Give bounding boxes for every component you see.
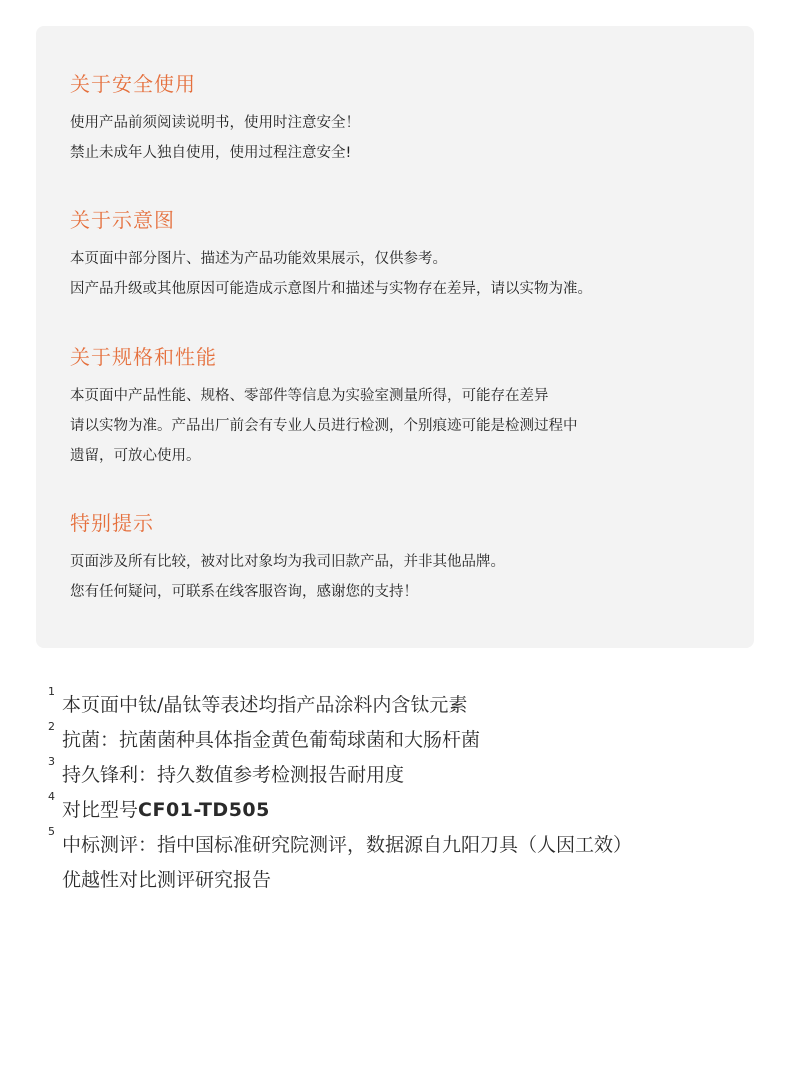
- section-line: 本页面中产品性能、规格、零部件等信息为实验室测量所得，可能存在差异: [70, 388, 549, 404]
- footnote-text: 本页面中钛/晶钛等表述均指产品涂料内含钛元素: [62, 694, 468, 716]
- notice-card: [36, 26, 754, 648]
- footnote-mark: 2: [48, 720, 55, 733]
- footnote-text-continued: 优越性对比测评研究报告: [62, 869, 272, 891]
- illustration-section: [70, 206, 734, 304]
- specs-section: [70, 343, 734, 471]
- footnote-mark: 1: [48, 685, 55, 698]
- footnote-text: 中标测评：指中国标准研究院测评，数据源自九阳刀具（人因工效）: [62, 834, 633, 856]
- footnote-mark: 5: [48, 825, 55, 838]
- section-line: 使用产品前须阅读说明书，使用时注意安全！: [70, 115, 360, 131]
- section-title: 关于规格和性能: [70, 345, 217, 369]
- footnote-item: [48, 720, 768, 758]
- section-line: 遗留，可放心使用。: [70, 448, 201, 464]
- section-title: 关于示意图: [70, 208, 175, 232]
- safety-section: [70, 70, 734, 168]
- model-code: CF01-TD505: [138, 799, 270, 821]
- section-line: 本页面中部分图片、描述为产品功能效果展示，仅供参考。: [70, 251, 447, 267]
- footnotes-list: [48, 685, 768, 898]
- section-title: 关于安全使用: [70, 72, 196, 96]
- section-line: 您有任何疑问，可联系在线客服咨询，感谢您的支持！: [70, 584, 418, 600]
- section-line: 页面涉及所有比较，被对比对象均为我司旧款产品，并非其他品牌。: [70, 554, 505, 570]
- footnote-text: 对比型号: [62, 799, 139, 821]
- section-line: 禁止未成年人独自使用，使用过程注意安全!: [70, 145, 352, 161]
- footnote-item: [48, 685, 768, 723]
- footnote-text: 持久锋利：持久数值参考检测报告耐用度: [62, 764, 405, 786]
- footnote-mark: 3: [48, 755, 55, 768]
- section-line: 请以实物为准。产品出厂前会有专业人员进行检测，个别痕迹可能是检测过程中: [70, 418, 578, 434]
- footnote-mark: 4: [48, 790, 55, 803]
- special-notice-section: [70, 509, 734, 607]
- footnote-item: [48, 790, 768, 828]
- footnote-text: 抗菌：抗菌菌种具体指金黄色葡萄球菌和大肠杆菌: [62, 729, 481, 751]
- footnote-item: [48, 825, 768, 898]
- section-title: 特别提示: [70, 511, 154, 535]
- section-line: 因产品升级或其他原因可能造成示意图片和描述与实物存在差异，请以实物为准。: [70, 281, 592, 297]
- footnote-item: [48, 755, 768, 793]
